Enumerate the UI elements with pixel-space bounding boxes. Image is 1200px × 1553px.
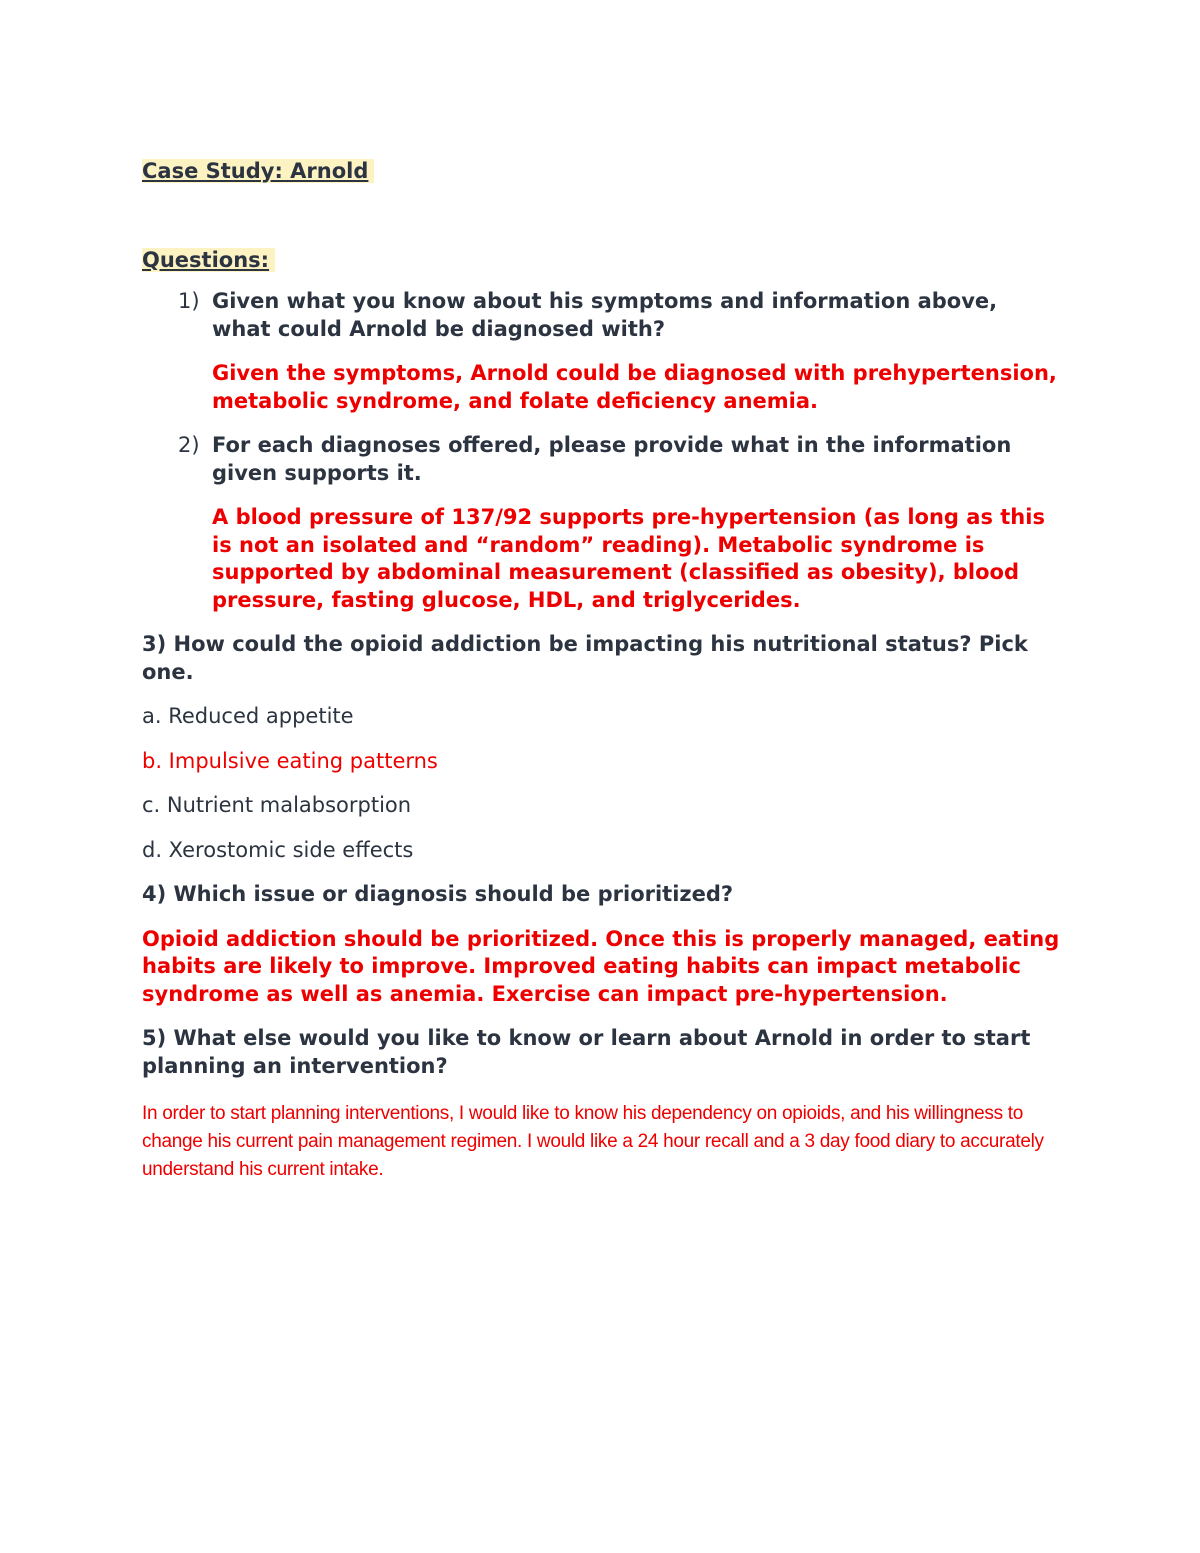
questions-label: Questions:: [142, 248, 275, 272]
answer-1: Given the symptoms, Arnold could be diagnosed with prehypertension, metabolic syndrome, and folate deficiency anemia.: [212, 361, 1057, 413]
question-2-number: 2): [178, 433, 200, 457]
option-c: c. Nutrient malabsorption: [142, 793, 412, 817]
question-1: [142, 288, 1062, 415]
question-1-number: 1): [178, 289, 200, 313]
title-highlight: Case Study: Arnold: [142, 159, 374, 183]
option-b-selected: b. Impulsive eating patterns: [142, 748, 438, 773]
answer-5: In order to start planning interventions, I would like to know his dependency on opioids, and his willingness to change his current pain management regimen. I would like a 24 hour recall and a 3 day food diary to accurately understand his current intake.: [142, 1103, 1044, 1180]
question-2-text: For each diagnoses offered, please provide what in the information given supports it.: [212, 433, 1012, 485]
question-3-text: 3) How could the opioid addiction be impacting his nutritional status? Pick one.: [142, 632, 1028, 684]
option-a: a. Reduced appetite: [142, 704, 354, 728]
document-page: [142, 155, 1062, 1184]
question-5-text: 5) What else would you like to know or learn about Arnold in order to start planning an intervention?: [142, 1026, 1031, 1078]
answer-2: A blood pressure of 137/92 supports pre-hypertension (as long as this is not an isolated and “random” reading). Metabolic syndrome is supported by abdominal measurement (classified as obesity), blood pressure, fasting glucose, HDL, and triglycerides.: [212, 505, 1045, 612]
option-d: d. Xerostomic side effects: [142, 837, 414, 862]
question-2: [142, 432, 1062, 614]
question-4-text: 4) Which issue or diagnosis should be prioritized?: [142, 882, 734, 906]
document-title: [142, 155, 1062, 187]
answer-4: Opioid addiction should be prioritized. Once this is properly managed, eating habits are likely to improve. Improved eating habits can impact metabolic syndrome as well as anemia. Exercise can impact pre-hypertension.: [142, 926, 1060, 1006]
questions-heading: [142, 244, 1062, 276]
question-1-text: Given what you know about his symptoms and information above, what could Arnold be diagnosed with?: [212, 289, 998, 341]
